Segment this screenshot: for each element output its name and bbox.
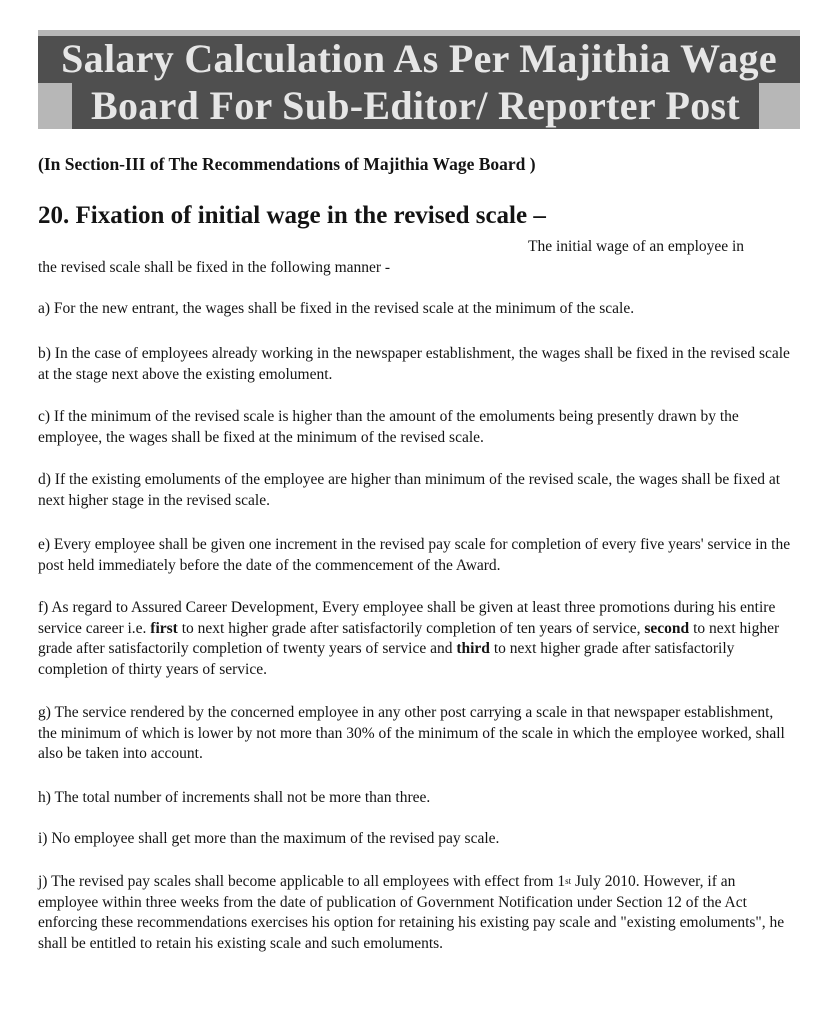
clause-f-text-3: to next higher grade after satisfactorily completion of twenty years of service and <box>38 619 780 657</box>
clause-j-ordinal: st <box>565 876 572 886</box>
section-reference: (In Section-III of The Recommendations of Majithia Wage Board ) <box>38 154 536 174</box>
clause-b: b) In the case of employees already working in the newspaper establishment, the wages shall be fixed in the revised scale at the stage next above the existing emolument. <box>38 345 790 383</box>
clause-f <box>38 598 793 680</box>
clause-j <box>38 872 793 954</box>
clause-i: i) No employee shall get more than the maximum of the revised pay scale. <box>38 830 500 847</box>
clause-c: c) If the minimum of the revised scale is higher than the amount of the emoluments being presently drawn by the employee, the wages shall be fixed at the minimum of the revised scale. <box>38 408 739 446</box>
clause-f-text-4: to next higher grade after satisfactorily completion of thirty years of service. <box>38 640 735 678</box>
clause-d: d) If the existing emoluments of the employee are higher than minimum of the revised scale, the wages shall be fixed at next higher stage in the revised scale. <box>38 471 781 509</box>
clause-h: h) The total number of increments shall not be more than three. <box>38 789 431 806</box>
clause-f-second: second <box>644 619 690 637</box>
section-heading: 20. Fixation of initial wage in the revised scale – <box>38 202 546 229</box>
clause-f-text-1: f) As regard to Assured Career Development, Every employee shall be given at least three promotions during his entire service career i.e. <box>38 599 776 637</box>
clause-f-third: third <box>456 640 490 657</box>
intro-text-part-2: the revised scale shall be fixed in the following manner - <box>38 259 391 276</box>
title-line-2: Board For Sub-Editor/ Reporter Post <box>72 83 759 129</box>
clause-j-text-2: July 2010. However, if an employee within three weeks from the date of publication of Government Notification under Section 12 of the Act enforcing these recommendations exercises his option for retaining his existing pay scale and "existing emoluments", he shall be entitled to retain his existing scale and such emoluments. <box>38 873 785 952</box>
clause-a: a) For the new entrant, the wages shall be fixed in the revised scale at the minimum of the scale. <box>38 300 635 317</box>
clause-f-text-2: to next higher grade after satisfactorily completion of ten years of service, <box>177 619 645 637</box>
clause-f-first: first <box>150 619 178 637</box>
clause-g: g) The service rendered by the concerned employee in any other post carrying a scale in that newspaper establishment, the minimum of which is lower by not more than 30% of the minimum of the scale in which the employee worked, shall also be taken into account. <box>38 704 785 762</box>
intro-text-part-1: The initial wage of an employee in <box>528 238 745 255</box>
clause-j-text-1: j) The revised pay scales shall become applicable to all employees with effect from 1 <box>38 873 566 890</box>
clause-e: e) Every employee shall be given one increment in the revised pay scale for completion of every five years' service in the post held immediately before the date of the commencement of the Award. <box>38 536 791 574</box>
title-line-1: Salary Calculation As Per Majithia Wage <box>38 36 800 83</box>
